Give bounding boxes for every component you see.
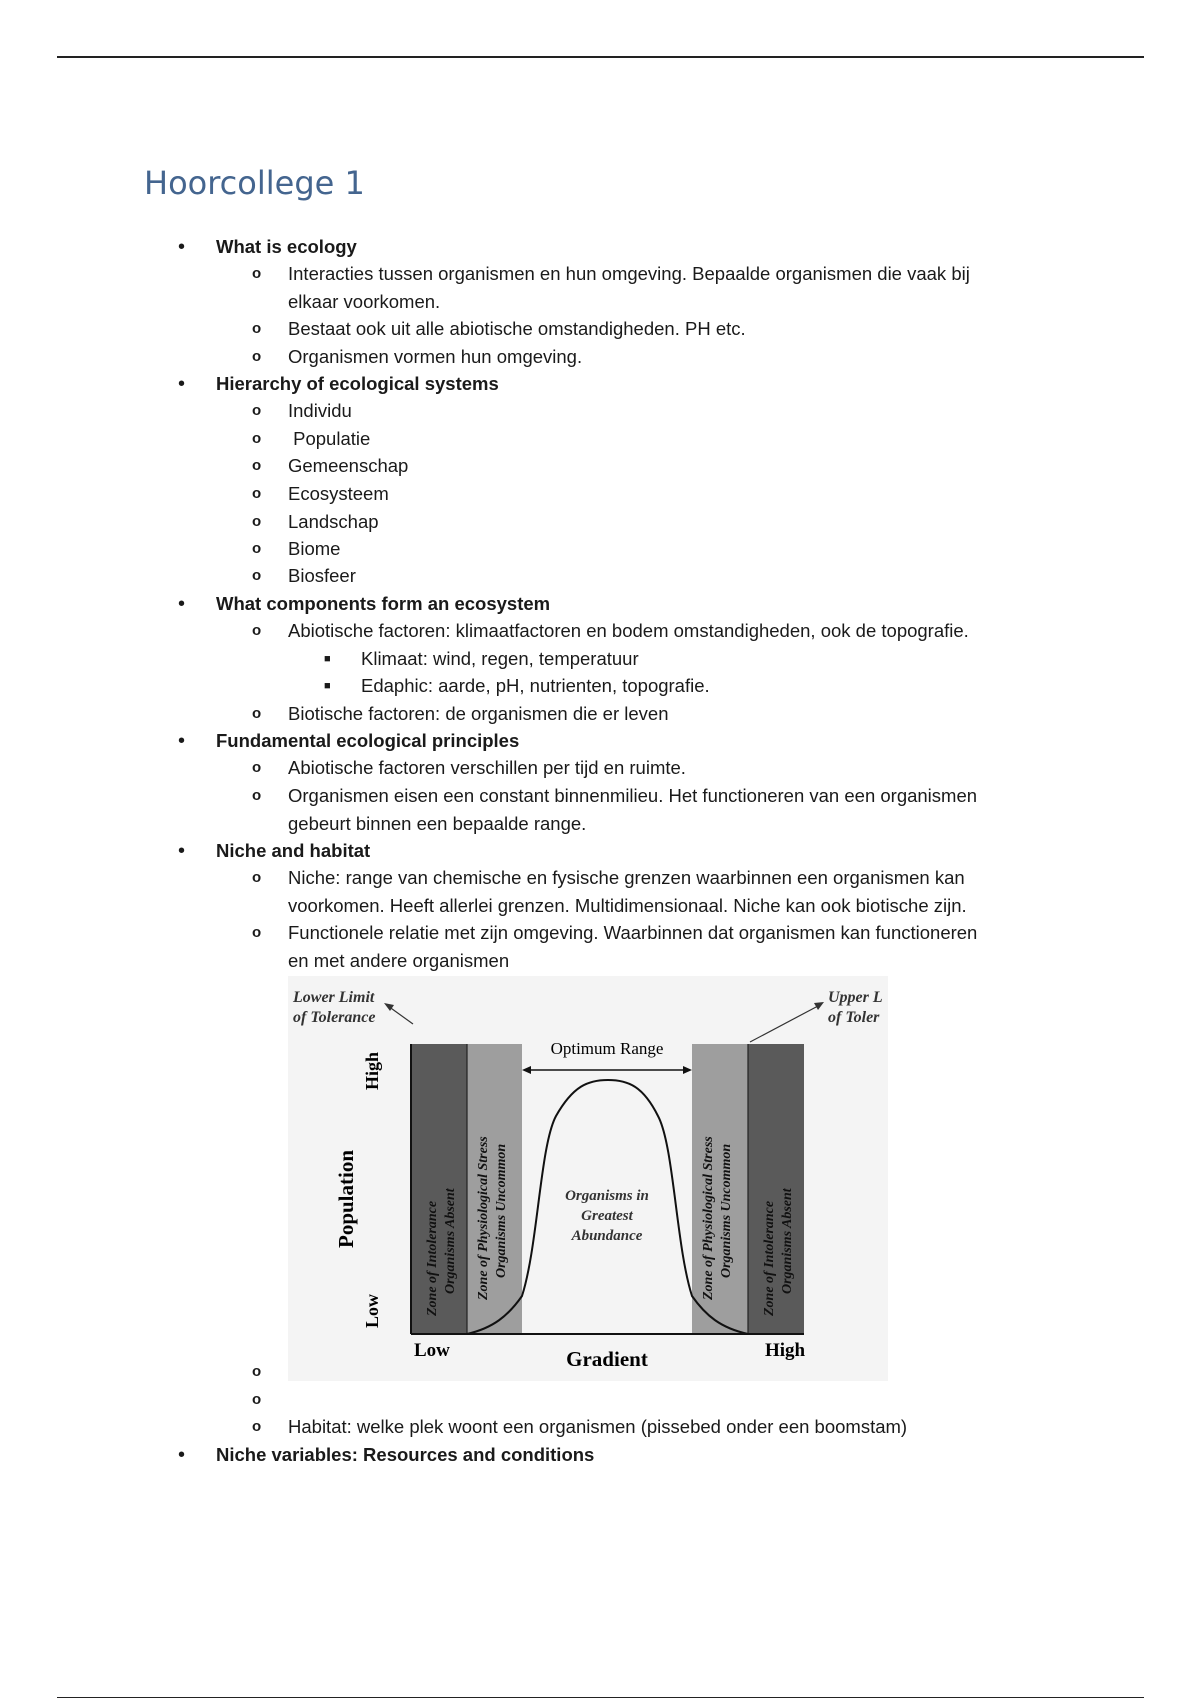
circle-bullet-icon: o (252, 622, 262, 639)
list-item: Gemeenschap (288, 455, 409, 476)
lower-limit-label: Lower Limit (293, 989, 375, 1006)
zone-stress-sublabel: Organisms Uncommon (494, 1143, 509, 1278)
list-item: Individu (288, 400, 352, 421)
list-item: Abiotische factoren: klimaatfactoren en bodem omstandigheden, ook de topografie. (288, 620, 969, 641)
circle-bullet-icon: o (252, 787, 262, 804)
x-axis-title: Gradient (566, 1347, 648, 1371)
list-item: Organismen vormen hun omgeving. (288, 346, 583, 367)
bullet-icon: • (178, 840, 186, 862)
y-axis-title: Population (334, 1149, 358, 1248)
zone-intolerance-label: Zone of Intolerance (762, 1200, 777, 1316)
list-item: Niche: range van chemische en fysische grenzen waarbinnen een organismen kan (288, 867, 965, 888)
upper-limit-label: of Toler (828, 1009, 880, 1026)
list-item-continuation: voorkomen. Heeft allerlei grenzen. Multidimensionaal. Niche kan ook biotische zijn. (288, 895, 967, 916)
zone-intolerance-sublabel: Organisms Absent (443, 1188, 458, 1294)
footer-rule (57, 1697, 1144, 1698)
abundance-label: Organisms in (565, 1188, 649, 1204)
list-item: Biotische factoren: de organismen die er leven (288, 703, 669, 724)
list-item: Bestaat ook uit alle abiotische omstandigheden. PH etc. (288, 318, 746, 339)
section-heading: What components form an ecosystem (216, 593, 551, 614)
tolerance-range-diagram (288, 976, 888, 1381)
optimum-range-label: Optimum Range (550, 1039, 664, 1058)
list-item: Interacties tussen organismen en hun omgeving. Bepaalde organismen die vaak bij (288, 263, 970, 284)
circle-bullet-icon: o (252, 402, 262, 419)
bullet-icon: • (178, 1444, 186, 1466)
zone-stress-sublabel: Organisms Uncommon (719, 1143, 734, 1278)
list-item: Habitat: welke plek woont een organismen (pissebed onder een boomstam) (288, 1416, 908, 1437)
square-bullet-icon: ■ (324, 680, 331, 692)
section-heading: Hierarchy of ecological systems (216, 373, 499, 394)
upper-limit-label: Upper L (828, 989, 883, 1006)
circle-bullet-icon: o (252, 759, 262, 776)
circle-bullet-icon: o (252, 513, 262, 530)
bullet-icon: • (178, 236, 186, 258)
circle-bullet-icon: o (252, 567, 262, 584)
bullet-icon: • (178, 373, 186, 395)
zone-intolerance-label: Zone of Intolerance (425, 1200, 440, 1316)
circle-bullet-icon: o (252, 540, 262, 557)
section-heading: What is ecology (216, 236, 357, 257)
circle-bullet-icon: o (252, 320, 262, 337)
circle-bullet-icon: o (252, 265, 262, 282)
section-heading: Niche and habitat (216, 840, 371, 861)
circle-bullet-icon: o (252, 705, 262, 722)
circle-bullet-icon: o (252, 457, 262, 474)
zone-stress-label: Zone of Physiological Stress (701, 1136, 716, 1300)
list-item: Populatie (288, 428, 371, 449)
x-axis-low-label: Low (414, 1340, 450, 1361)
circle-bullet-icon: o (252, 1418, 262, 1435)
square-bullet-icon: ■ (324, 653, 331, 665)
zone-stress-label: Zone of Physiological Stress (476, 1136, 491, 1300)
list-item-continuation: gebeurt binnen een bepaalde range. (288, 813, 587, 834)
list-item: Landschap (288, 511, 379, 532)
abundance-label: Greatest (581, 1208, 633, 1224)
list-item-continuation: en met andere organismen (288, 950, 510, 971)
lower-limit-label: of Tolerance (293, 1009, 376, 1026)
y-axis-low-label: Low (362, 1293, 382, 1328)
list-item: Abiotische factoren verschillen per tijd en ruimte. (288, 757, 686, 778)
circle-bullet-icon: o (252, 430, 262, 447)
sub-list-item: Klimaat: wind, regen, temperatuur (361, 648, 639, 669)
circle-bullet-icon: o (252, 924, 262, 941)
section-heading: Niche variables: Resources and conditions (216, 1444, 595, 1465)
x-axis-high-label: High (764, 1340, 806, 1361)
list-item: Biosfeer (288, 565, 356, 586)
circle-bullet-icon: o (252, 1391, 262, 1408)
abundance-label: Abundance (571, 1228, 643, 1244)
circle-bullet-icon: o (252, 869, 262, 886)
page-title: Hoorcollege 1 (144, 164, 365, 202)
header-rule (57, 56, 1144, 58)
list-item: Organismen eisen een constant binnenmilieu. Het functioneren van een organismen (288, 785, 978, 806)
list-item-continuation: elkaar voorkomen. (288, 291, 441, 312)
list-item: Ecosysteem (288, 483, 389, 504)
circle-bullet-icon: o (252, 1363, 262, 1380)
circle-bullet-icon: o (252, 485, 262, 502)
section-heading: Fundamental ecological principles (216, 730, 520, 751)
zone-intolerance-sublabel: Organisms Absent (780, 1188, 795, 1294)
sub-list-item: Edaphic: aarde, pH, nutrienten, topografie. (361, 675, 710, 696)
circle-bullet-icon: o (252, 348, 262, 365)
bullet-icon: • (178, 730, 186, 752)
list-item: Functionele relatie met zijn omgeving. Waarbinnen dat organismen kan functioneren (288, 922, 978, 943)
tolerance-diagram-svg (288, 976, 888, 1381)
y-axis-high-label: High (362, 1051, 382, 1090)
bullet-icon: • (178, 593, 186, 615)
list-item: Biome (288, 538, 341, 559)
